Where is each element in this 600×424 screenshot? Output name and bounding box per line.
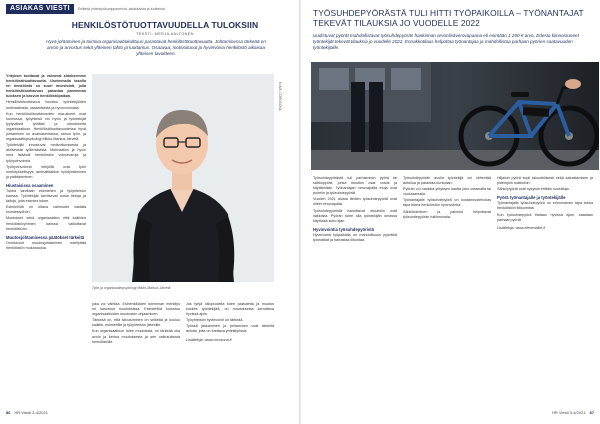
paragraph: Henkilöstötuottavuus koostuu työntekijöiden motivaatiosta, osaamisesta ja hyvinvoinnista. (6, 100, 86, 110)
paragraph: Työnantajalle työsuhdepyörä on kustannustehokas tapa tukea henkilöstön hyvinvointia. (403, 198, 491, 208)
paragraph: Sähköpyörät ovat nykyisin erittäin suosittuja. (497, 187, 570, 192)
portrait-photo (92, 74, 274, 282)
paragraph: Esimiehillä on oltava valmiudet vastata esimiestyöhön. (6, 205, 86, 215)
subheading: Pyörä työnantajalle ja työntekijälle (497, 195, 566, 201)
subheading: Hiustaisissa osaaminen (6, 182, 54, 188)
paragraph: Kun työsuhdepyörä tilataan hyvissä ajoin, saadaan parhaat pyörät. (497, 212, 593, 222)
article-byline: TEKSTI: MERJA AALTONEN (136, 32, 194, 36)
article-lead: Uudistuvat pyörät mahdollistavat työsuhdepyörän hankinnan arvonlisäverovapaana eli enintään 1 200 € arvo, Edesta kiinnostuneet työntekijät tekevät tilauksia jo vuodelle 2022. Ennakkotilaus helpottaa työnantajaa ja mahdollistaa parhaan pyörien saatavuuden työntekijöille. (313, 33, 579, 50)
right-page (301, 0, 600, 424)
paragraph: Yritykset tuottavat ja valvovat aidoksemme henkilöstötuottavuutta. Useimmalla tasolla eri henkilöstö on suuri investointi, jolla henkilöstötuottavuus parantaa paremman tuloksen ja kasvun henkilöstöpaikan. (6, 74, 86, 99)
article-column-1 (6, 74, 86, 404)
paragraph: Muutokset sekä organisaation että kaikkien henkilöstöryhmien kanssa vaikuttavat henkilöstöön. (6, 216, 86, 231)
paragraph: Tärkeää on, että sitoutuminen on selkeää ja kuuluu kaikille, esimiehille ja työyhteisön jäsenille. (92, 318, 180, 328)
paragraph: joka voi vaihtaa. Esihenkilöiden toiminnan merkitys on kasvanut muutoksissa. Esimiehillä korostuu organisaatioiden muutosten ohjaaminen. (92, 302, 180, 317)
photo-caption: Työn ja organisaatiopsykologi Mikko-Markus Järvelä (92, 286, 171, 290)
paragraph: Työssä jaksaminen ja johtaminen ovat tärkeitä asioita, joita on tuettava yhteistyössä. (186, 324, 274, 334)
page-folio (552, 410, 594, 415)
article-headline: HENKILÖSTÖTUOTTAVUUDELLA TULOKSIIN (71, 20, 259, 30)
paragraph: Kun organisaatioon tulee muutoksia, on tärkeää olla avoin ja kertoa muutoksesta ja sen vaikutuksista henkilöstölle. (92, 329, 180, 344)
article-column-2 (92, 302, 180, 402)
article-column-3 (186, 302, 274, 402)
article-lead: Hyvä johtaminen ja toimiva organisaatiokulttuuri parantavat henkilöstötuottavuutta. Johtamisessa tärkeää on arvon ja arvostus sekä yhteinen tahto ja luottamus. Osaavaa, motivoitunut ja hyvinvoiva henkilöstö aikaisaa yhteisen tavoitteen. (46, 39, 266, 56)
page-folio (6, 410, 48, 415)
paragraph: Työyhteisön hyvinvointi on tärkeää. (186, 318, 244, 323)
paragraph: Pyörän voi hankkia yrityksen kautta joko ostamalla tai vuokraamalla. (403, 187, 491, 197)
article-column-2 (403, 176, 491, 406)
paragraph: Hiljaisin pyörä sopii taloudellisesti sekä sairastamisen ja pidempiin matkoihin. (497, 176, 593, 186)
bicycle-illustration (311, 62, 599, 170)
paragraph: Työnantajalle työsuhdepyörä on erinomainen tapa tukea henkilöstön liikkumista. (497, 201, 593, 211)
subheading: Muutosjohtamisessa päätökset tärkeitä (6, 234, 85, 240)
source-link[interactable]: Lisätietoja: www.corosona.fi (186, 337, 232, 342)
folio-text: HR Viesti 3-4/2021 (552, 410, 586, 415)
source-link[interactable]: Lisätietoja: www.electrobike.fi (497, 225, 546, 230)
folio-text: HR Viesti 3-4/2021 (14, 410, 48, 415)
left-page (0, 0, 299, 424)
article-headline: TYÖSUHDEPYÖRÄSTÄ TULI HITTI TYÖPAIKOILLA – TYÖNANTAJAT TEKEVÄT TILAUKSIA JO VUODELLE 2022 (313, 8, 584, 28)
paragraph: Työntekijät innostuvat motivoitumisesta ja aktiivisista työtehtävistä. Motivaation ja hyvin oma lisäävät henkilöstön voimavaroja ja työhyvinvointia. (6, 143, 86, 163)
paragraph: Työsuhdepyörän avulla työntekijä voi vähentää autoilua ja parantaa kuntoaan. (403, 176, 491, 186)
paragraph: Työhyvinvoinnin tekijöitä ovat työn merkityksellisyys, ammattitaidon hyödyntäminen ja palkitseminen. (6, 164, 86, 179)
paragraph: Jos tyhjä ulkopuolelta tulee palautetta ja muutos koskee työntekijää, on muutoksesta kerrottava hyvissä ajoin. (186, 302, 274, 317)
article-column-3 (497, 176, 593, 406)
paragraph: Sähkötoiminen ja palvelut helpottavat työsuhdepyörän hallinnointia. (403, 209, 491, 219)
article-column-1 (313, 176, 397, 406)
paragraph: Hyvinvointi työpaikalla on mahdollisuus pyöräillä työmatkat ja harrastaa liikuntaa. (313, 232, 397, 243)
paragraph: Tukea tarvitaan esimiehen ja työyhteisön kanssa. Työntekijät tarvitsevat uusia tietoja ja taitoja, joita esimies tukee. (6, 188, 86, 204)
paragraph: Työsuhdepyöristä hankittavat etuuksiin ovat vakioista. Pyörän tulee olla työntekijän omassa käytössä koko ajan. (313, 208, 397, 223)
bicycle-photo (311, 62, 599, 170)
page-number: 87 (589, 410, 594, 415)
section-description: Esittelyt yhteistyökumppaneista, asiakkaista ja tuotteista (77, 7, 165, 11)
paragraph: Onnistunut muutosjohtaminen edellyttää henkilöstön mukanaoloa. (6, 240, 86, 250)
paragraph: Kun henkilöstötuottavuuden osa-alueet ovat kunnossa, työyhteisö voi hyvin ja työntekijät tyytyväisiä työtään ja sitoutuneita organisaatioon. Henkilöstötuottavuudessa hyvä johtaminen on avainasemassa, sanoo työn- ja organisaatiopsykologi Mikko-Markus Järvelä. (6, 111, 86, 142)
subheading: Hyvinvointia työsuhdepyöristä (313, 226, 374, 232)
paragraph: Vuoden 2021 alusta lähtien työsuhdepyörät ovat olleet verovapaita. (313, 197, 397, 207)
section-header (6, 4, 165, 14)
section-tag: ASIAKAS VIESTI (6, 4, 74, 14)
paragraph: Työsuhdepyörästä tuli parhaimmin pyörä tai sähköpyörä, jonka muutkin osat voivat ja käyttämään. Työnantajan verovapaita etuja ovat puhelin ja työsuhdepyörät. (313, 176, 397, 196)
portrait-illustration (92, 74, 274, 282)
page-number: 86 (6, 410, 11, 415)
photo-credit: KUVA: COROSONA (278, 82, 282, 111)
